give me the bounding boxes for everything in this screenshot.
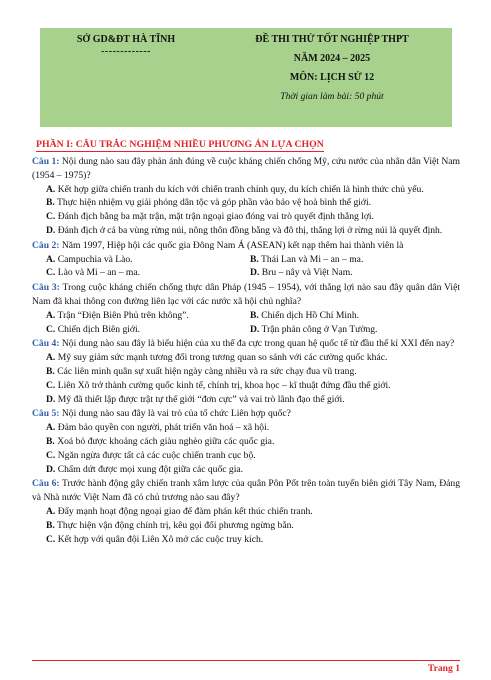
option-c bbox=[46, 266, 250, 280]
header-dash-line: ------------- bbox=[101, 46, 151, 57]
option-key: B. bbox=[46, 365, 55, 377]
option-text: Thực hiện nhiệm vụ giải phóng dân tộc và góp phần vào bảo vệ hoà bình thế giới. bbox=[54, 197, 372, 209]
question-label: Câu 2: bbox=[32, 239, 60, 251]
header-right bbox=[212, 28, 452, 127]
options-row bbox=[32, 266, 460, 280]
option-key: C. bbox=[46, 323, 56, 335]
question-text: Năm 1997, Hiệp hội các quốc gia Đông Nam Á (ASEAN) kết nạp thêm hai thành viên là bbox=[59, 239, 404, 251]
option-text: Thái Lan và Mi – an – ma. bbox=[258, 253, 364, 265]
exam-duration: Thời gian làm bài: 50 phút bbox=[280, 91, 384, 102]
question-text: Nội dung nào sau đây phản ánh đúng về cuộc kháng chiến chống Mỹ, cứu nước của nhân dân Việt Nam (1954 – 1975)? bbox=[32, 156, 460, 181]
option-key: A. bbox=[46, 309, 56, 321]
question-label: Câu 3: bbox=[32, 282, 60, 294]
option-text: Lào và Mi – an – ma. bbox=[55, 267, 141, 279]
option-key: A. bbox=[46, 352, 56, 364]
section-title: PHẦN I: CÂU TRẮC NGHIỆM NHIỀU PHƯƠNG ÁN LỰA CHỌN bbox=[36, 139, 324, 150]
option-c bbox=[46, 323, 250, 337]
exam-title: ĐỀ THI THỬ TỐT NGHIỆP THPT bbox=[255, 34, 409, 45]
option-key: B. bbox=[46, 197, 55, 209]
option-b bbox=[32, 196, 460, 210]
option-c bbox=[32, 449, 460, 463]
option-a bbox=[32, 351, 460, 365]
option-text: Chiến dịch Biên giới. bbox=[55, 323, 141, 335]
option-key: A. bbox=[46, 183, 56, 195]
option-b bbox=[32, 365, 460, 379]
option-key: A. bbox=[46, 422, 56, 434]
question-label: Câu 5: bbox=[32, 408, 60, 420]
option-text: Xoá bỏ được khoảng cách giàu nghèo giữa các quốc gia. bbox=[54, 435, 275, 447]
option-d bbox=[32, 224, 460, 238]
question-text: Trong cuộc kháng chiến chống thực dân Pháp (1945 – 1954), với thắng lợi nào sau đây quân dân Việt Nam đã khai thông con đường liên lạc với các nước xã hội chủ nghĩa? bbox=[32, 282, 461, 307]
option-key: C. bbox=[46, 379, 56, 391]
question-label: Câu 6: bbox=[32, 478, 60, 490]
option-key: B. bbox=[250, 253, 259, 265]
option-a bbox=[32, 421, 460, 435]
question-label: Câu 4: bbox=[32, 338, 60, 350]
option-key: A. bbox=[46, 253, 56, 265]
question-6 bbox=[32, 477, 460, 505]
option-text: Trận phản công ở Vạn Tường. bbox=[259, 323, 378, 335]
exam-subject: MÔN: LỊCH SỬ 12 bbox=[289, 72, 375, 83]
option-text: Chấm dứt được mọi xung đột giữa các quốc gia. bbox=[55, 463, 244, 475]
option-key: D. bbox=[46, 393, 56, 405]
option-c bbox=[32, 210, 460, 224]
question-4 bbox=[32, 337, 460, 351]
question-2 bbox=[32, 239, 460, 253]
page-number: Trang 1 bbox=[427, 663, 460, 674]
option-text: Đánh địch bằng ba mặt trận, mặt trận ngoại giao đóng vai trò quyết định thắng lợi. bbox=[55, 211, 374, 223]
option-d bbox=[32, 393, 460, 407]
option-key: D. bbox=[250, 323, 260, 335]
option-key: D. bbox=[46, 224, 56, 236]
option-text: Các liên minh quân sự xuất hiện ngày càng nhiều và ra sức chạy đua vũ trang. bbox=[54, 365, 357, 377]
option-text: Thực hiện vận động chính trị, kêu gọi đối phương ngừng bắn. bbox=[54, 519, 294, 531]
option-b bbox=[32, 435, 460, 449]
option-text: Liên Xô trở thành cường quốc kinh tế, chính trị, khoa học – kĩ thuật đứng đầu thế giới. bbox=[55, 379, 391, 391]
question-text: Nội dung nào sau đây là biểu hiện của xu thế đa cực trong quan hệ quốc tế từ đầu thế kỉ XXI đến nay? bbox=[59, 338, 455, 350]
option-text: Chiến dịch Hồ Chí Minh. bbox=[258, 309, 360, 321]
option-text: Mỹ đã thiết lập được trật tự thế giới “đơn cực” và vai trò lãnh đạo thế giới. bbox=[55, 393, 345, 405]
options-row bbox=[32, 323, 460, 337]
page-footer bbox=[32, 660, 460, 674]
options-row bbox=[32, 253, 460, 267]
question-text: Nội dung nào sau đây là vai trò của tổ chức Liên hợp quốc? bbox=[59, 408, 291, 420]
option-b bbox=[32, 519, 460, 533]
options-row bbox=[32, 309, 460, 323]
option-key: C. bbox=[46, 449, 56, 461]
header-left bbox=[40, 28, 212, 127]
option-d bbox=[250, 266, 454, 280]
exam-year: NĂM 2024 – 2025 bbox=[293, 53, 371, 64]
option-key: C. bbox=[46, 211, 56, 223]
option-a bbox=[32, 505, 460, 519]
option-key: B. bbox=[46, 435, 55, 447]
option-d bbox=[32, 463, 460, 477]
option-text: Kết hợp giữa chiến tranh du kích với chiến tranh chính quy, du kích chiến là hình thức chủ yếu. bbox=[55, 183, 424, 195]
option-key: D. bbox=[46, 463, 56, 475]
exam-header bbox=[40, 28, 452, 127]
option-a bbox=[46, 309, 250, 323]
option-text: Campuchia và Lào. bbox=[55, 253, 133, 265]
department-name: SỞ GD&ĐT HÀ TĨNH bbox=[76, 34, 176, 45]
question-label: Câu 1: bbox=[32, 156, 60, 167]
option-key: D. bbox=[250, 267, 260, 279]
option-d bbox=[250, 323, 454, 337]
option-key: B. bbox=[46, 519, 55, 531]
question-1 bbox=[32, 155, 460, 183]
option-key: C. bbox=[46, 267, 56, 279]
question-3 bbox=[32, 281, 460, 309]
option-key: B. bbox=[250, 309, 259, 321]
question-5 bbox=[32, 407, 460, 421]
option-c bbox=[32, 533, 460, 547]
option-text: Ngăn ngừa được tất cả các cuộc chiến tranh cục bộ. bbox=[55, 449, 256, 461]
option-text: Đánh địch ở cả ba vùng rừng núi, nông thôn đồng bằng và đô thị, thắng lợi ở rừng núi là quyết định. bbox=[55, 224, 443, 236]
option-c bbox=[32, 379, 460, 393]
question-text: Trước hành động gây chiến tranh xâm lược của quân Pôn Pốt trên toàn tuyến biên giới Tây Nam, Đảng và Nhà nước Việt Nam đã có chủ trương nào sau đây? bbox=[32, 478, 460, 504]
option-text: Bru – nây và Việt Nam. bbox=[259, 267, 353, 279]
option-text: Trận “Điện Biên Phủ trên không”. bbox=[55, 309, 189, 321]
option-text: Đẩy mạnh hoạt động ngoại giao để đàm phán kết thúc chiến tranh. bbox=[55, 505, 313, 517]
option-text: Đảm bảo quyền con người, phát triển văn hoá – xã hội. bbox=[55, 422, 270, 434]
option-text: Mỹ suy giảm sức mạnh tương đối trong tương quan so sánh với các cường quốc khác. bbox=[55, 352, 388, 364]
option-text: Kết hợp với quân đội Liên Xô mở các cuộc truy kích. bbox=[55, 533, 264, 545]
option-a bbox=[46, 253, 250, 267]
option-a bbox=[32, 183, 460, 197]
option-b bbox=[250, 309, 454, 323]
option-key: A. bbox=[46, 505, 56, 517]
option-key: C. bbox=[46, 533, 56, 545]
exam-content bbox=[32, 138, 460, 546]
option-b bbox=[250, 253, 454, 267]
